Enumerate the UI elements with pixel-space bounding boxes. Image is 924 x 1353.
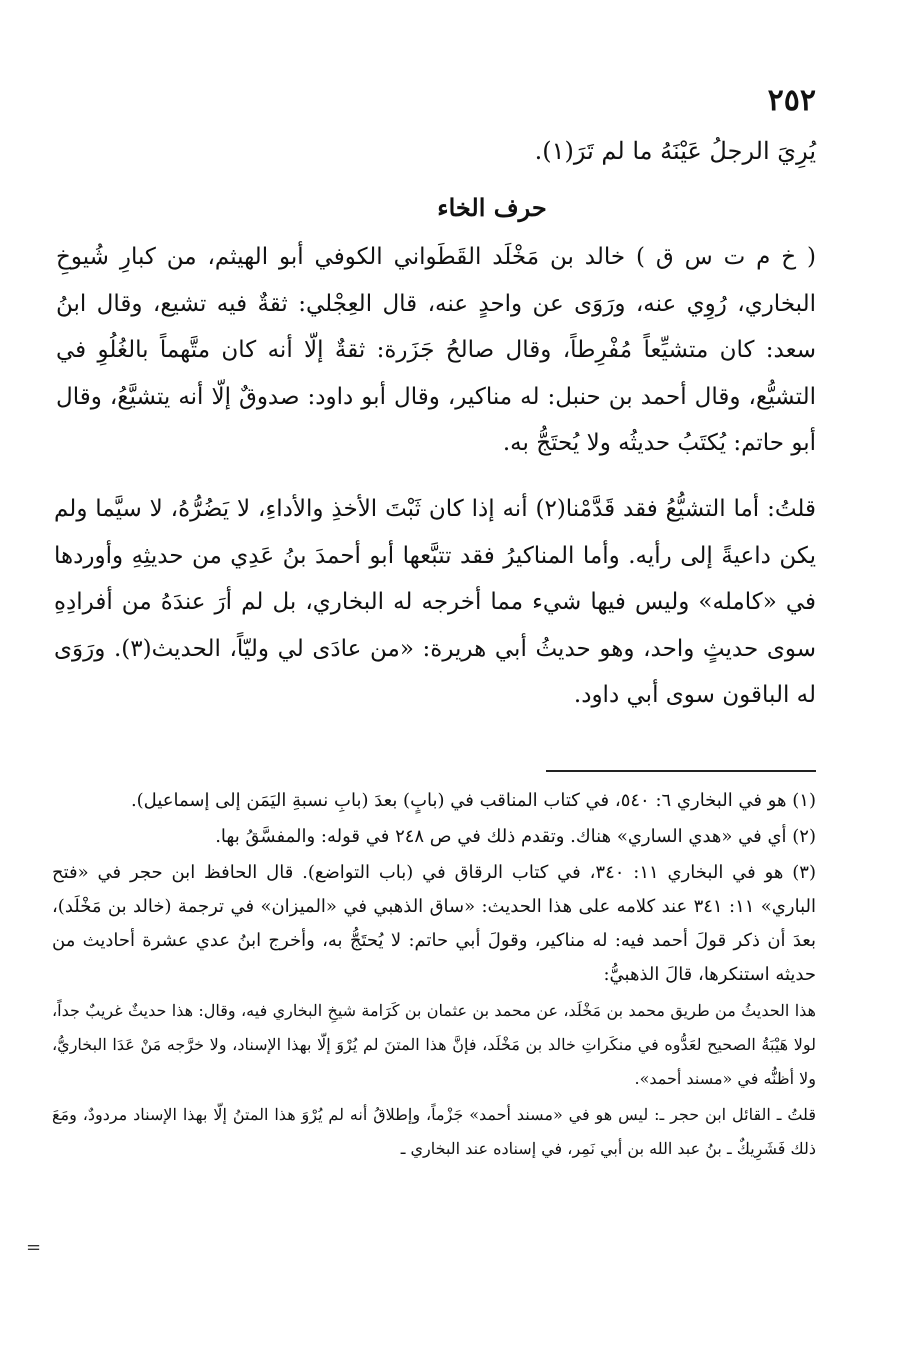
footnote-3-quote: هذا الحديثُ من طريق محمد بن مَخْلَد، عن محمد بن عثمان بن كَرَامة شيخِ البخاري فيه، وقال: هذا حديثٌ غريبٌ جداً، لولا هَيْبَةُ الصحيح لعَدُّوه في منكَراتِ خالد بن مَخْلَد، فإنَّ هذا المتنَ لم يُرْوَ إلّا بهذا الإسناد، ولا خرَّجه مَنْ عَدَا البخاريُّ، ولا أظنُّه في «مسند أحمد». [52, 1001, 816, 1088]
comment-paragraph: قلتُ: أما التشيُّعُ فقد قَدَّمْنا(٢) أنه إذا كان ثَبْتَ الأخذِ والأداءِ، لا يَضُرُّهُ، لا سيَّما ولم يكن داعيةً إلى رأيه. وأما المناكيرُ فقد تتبَّعها أبو أحمدَ بنُ عَدِي من حديثِهِ وأوردها في «كامله» وليس فيها شيء مما أخرجه له البخاري، بل لم أرَ عندَهُ من أفرادِهِ سوى حديثٍ واحد، وهو حديثُ أبي هريرة: «من عادَى لي وليّاً، الحديث(٣). ورَوَى له الباقون سوى أبي داود. [54, 496, 817, 708]
footnotes [52, 784, 816, 1166]
footnote-3-continuation: قلتُ ـ القائل ابن حجر ـ: ليس هو في «مسند أحمد» جَزْماً، وإطلاقُ أنه لم يُرْوَ هذا المتنُ إلّا بهذا الإسناد مردودٌ، ومَعَ ذلك فَشَرِيكٌ ـ بنُ عبد الله بن أبي نَمِر، في إسناده عند البخاري ـ [52, 1105, 816, 1158]
footnote-divider [546, 770, 816, 772]
footnote-3: (٣) هو في البخاري ١١: ٣٤٠، في كتاب الرقاق في (باب التواضع). قال الحافظ ابن حجر في «فتح الباري» ١١: ٣٤١ عند كلامه على هذا الحديث: «ساق الذهبي في «الميزان» في ترجمة (خالد بن مَخْلَد)، بعدَ أن ذكر قولَ أحمد فيه: له مناكير، وقولَ أبي حاتم: لا يُحتَجُّ به، وأخرج ابنُ عدي عشرة أحاديث من حديثه استنكرها، قالَ الذهبيُّ: [52, 862, 816, 985]
entry-paragraph: ( خ م ت س ق ) خالد بن مَخْلَد القَطَواني الكوفي أبو الهيثم، من كبارِ شُيوخِ البخاري، رُوِي عنه، ورَوَى عن واحدٍ عنه، قال العِجْلي: ثقةٌ فيه تشيع، وقال ابنُ سعد: كان متشيِّعاً مُفْرِطاً، وقال صالحُ جَزَرة: ثقةٌ إلّا أنه كان متَّهماً بالغُلُوِ في التشيُّع، وقال أحمد بن حنبل: له مناكير، وقال أبو داود: صدوقٌ إلّا أنه يتشيَّعُ، وقال أبو حاتم: يُكتَبُ حديثُه ولا يُحتَجُّ به. [56, 244, 816, 456]
opening-line: يُرِيَ الرجلُ عَيْنَهُ ما لم تَرَ(١). [534, 137, 816, 165]
section-heading: حرف الخاء [437, 193, 547, 222]
page-number: ٢٥٢ [767, 83, 816, 118]
footnote-1: (١) هو في البخاري ٦: ٥٤٠، في كتاب المناقب في (بابٍ) بعدَ (بابِ نسبةِ اليَمَن إلى إسماعيل). [130, 790, 816, 811]
continuation-mark: = [26, 1237, 42, 1258]
footnote-2: (٢) أي في «هدي الساري» هناك. وتقدم ذلك في ص ٢٤٨ في قوله: والمفسَّقُ بها. [215, 826, 816, 847]
